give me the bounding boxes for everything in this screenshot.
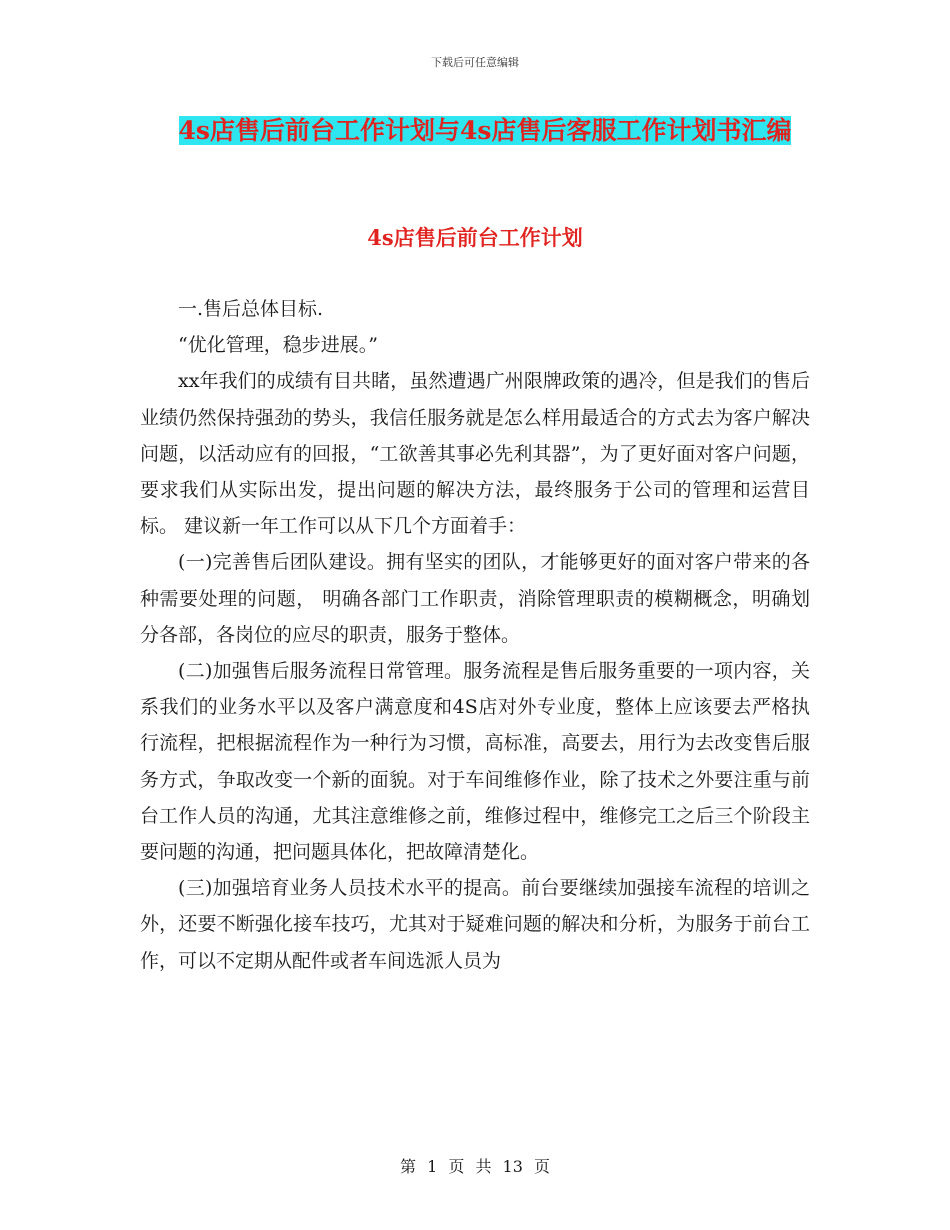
paragraph-item-1: (一)完善售后团队建设。拥有坚实的团队，才能够更好的面对客户带来的各种需要处理的问题， 明确各部门工作职责，消除管理职责的模糊概念，明确划分各部，各岗位的应尽的职责，服务于整体。 [140,551,810,646]
paragraph-item-3: (三)加强培育业务人员技术水平的提高。前台要继续加强接车流程的培训之外，还要不断强化接车技巧，尤其对于疑难问题的解决和分析，为服务于前台工作，可以不定期从配件或者车间选派人员为 [140,877,810,972]
header-note: 下载后可任意编辑 [431,56,519,69]
document-body [140,291,810,979]
paragraph-intro: xx年我们的成绩有目共睹，虽然遭遇广州限牌政策的遇冷，但是我们的售后业绩仍然保持强劲的势头，我信任服务就是怎么样用最适合的方式去为客户解决问题，以活动应有的回报，“工欲善其事必先利其器”，为了更好面对客户问题，要求我们从实际出发，提出问题的解决方法，最终服务于公司的管理和运营目标。 建议新一年工作可以从下几个方面着手： [140,370,810,538]
page-number: 第 1 页 共 13 页 [400,1157,550,1176]
paragraph-item-2: (二)加强售后服务流程日常管理。服务流程是售后服务重要的一项内容，关系我们的业务水平以及客户满意度和4S店对外专业度，整体上应该要去严格执行流程，把根据流程作为一种行为习惯，高标准，高要去，用行为去改变售后服务方式，争取改变一个新的面貌。对于车间维修作业，除了技术之外要注重与前台工作人员的沟通，尤其注意维修之前，维修过程中，维修完工之后三个阶段主要问题的沟通，把问题具体化，把故障清楚化。 [140,660,810,864]
section-title: 4s店售后前台工作计划 [367,225,583,250]
document-title-text: 4s店售后前台工作计划与4s店售后客服工作计划书汇编 [178,116,792,145]
paragraph-goal-heading: 一.售后总体目标. [178,298,324,320]
document-title [140,108,830,153]
paragraph-slogan: “优化管理，稳步进展。” [178,334,378,357]
